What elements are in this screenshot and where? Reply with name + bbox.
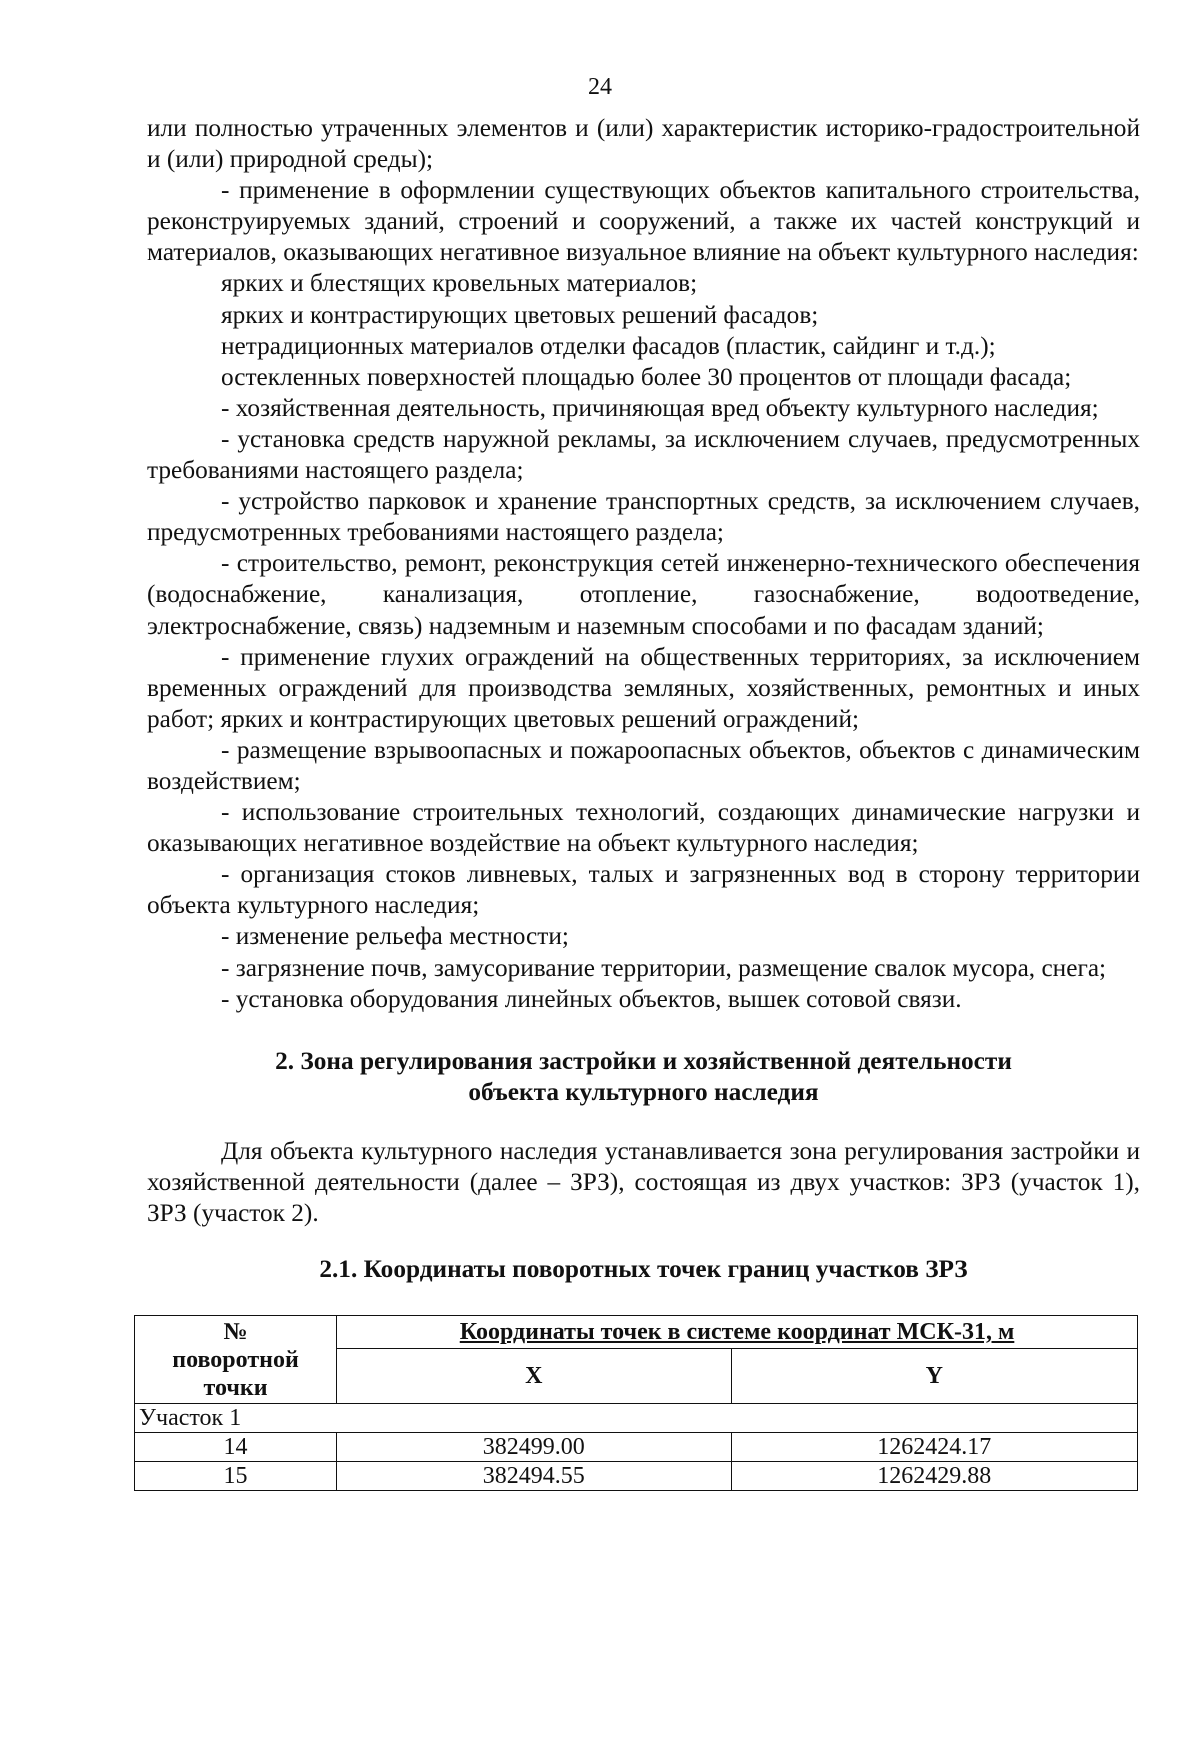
list-item-facade-colors: ярких и контрастирующих цветовых решений фасадов; [221,300,819,329]
list-item-glazed-surfaces: остекленных поверхностей площадью более 30 процентов от площади фасада; [221,362,1072,391]
paragraph-advertising: - установка средств наружной рекламы, за исключением случаев, предусмотренных требованиями настоящего раздела; [147,424,1140,485]
cell-y: 1262429.88 [731,1462,1137,1491]
cell-y: 1262424.17 [731,1433,1137,1462]
paragraph-linear-objects: - установка оборудования линейных объектов, вышек сотовой связи. [221,984,962,1013]
page-number: 24 [588,74,612,100]
section-label: Участок 1 [135,1404,1138,1433]
section-heading-line1: 2. Зона регулирования застройки и хозяйственной деятельности [275,1046,1012,1075]
paragraph-relief: - изменение рельефа местности; [221,922,569,951]
table-section-row [135,1404,1138,1433]
list-item-facade-finishing: нетрадиционных материалов отделки фасадов (пластик, сайдинг и т.д.); [221,331,996,360]
header-number-word1: поворотной [172,1346,299,1373]
list-item-roof-materials: ярких и блестящих кровельных материалов; [221,269,698,298]
paragraph-engineering-networks: - строительство, ремонт, реконструкция сетей инженерно-технического обеспечения (водоснабжение, канализация, отопление, газоснабжение, водоотведение, электроснабжение, связь) надземным и наземным способами и по фасадам зданий; [147,549,1140,640]
paragraph-construction-technologies: - использование строительных технологий, создающих динамические нагрузки и оказывающих негативное воздействие на объект культурного наследия; [147,798,1140,858]
header-y: Y [731,1349,1137,1404]
paragraph-drainage: - организация стоков ливневых, талых и загрязненных вод в сторону территории объекта культурного наследия; [147,860,1140,920]
spacer [147,1285,1140,1315]
paragraph-continuation: или полностью утраченных элементов и (или) характеристик историко-градостроительной и (или) природной среды); [147,114,1140,174]
subsection-heading: 2.1. Координаты поворотных точек границ участков ЗРЗ [319,1255,968,1283]
paragraph-facade-materials: - применение в оформлении существующих объектов капитального строительства, реконструируемых зданий, строений и сооружений, а также их частей конструкций и материалов, оказывающих негативное визуальное влияние на объект культурного наследия: [147,176,1140,267]
spacer [147,1015,1140,1046]
paragraph-fences: - применение глухих ограждений на общественных территориях, за исключением временных ограждений для производства земляных, хозяйственных, ремонтных и иных работ; ярких и контрастирующих цветовых решений ограждений; [147,642,1140,733]
header-point-number [135,1316,337,1404]
paragraph-zone-definition: Для объекта культурного наследия устанавливается зона регулирования застройки и хозяйственной деятельности (далее – ЗРЗ), состоящая из двух участков: ЗРЗ (участок 1), ЗРЗ (участок 2). [147,1136,1140,1227]
header-coordinates: Координаты точек в системе координат МСК-31, м [337,1316,1138,1349]
paragraph-pollution: - загрязнение почв, замусоривание территории, размещение свалок мусора, снега; [221,953,1107,982]
document-body [139,113,1140,1491]
paragraph-economic-activity: - хозяйственная деятельность, причиняющая вред объекту культурного наследия; [221,393,1099,422]
paragraph-parking: - устройство парковок и хранение транспортных средств, за исключением случаев, предусмотренных требованиями настоящего раздела; [147,487,1140,547]
header-number-word2: точки [203,1374,268,1401]
cell-x: 382499.00 [337,1433,731,1462]
spacer [147,1229,1140,1254]
section-heading-line2: объекта культурного наследия [468,1077,819,1106]
coordinates-table [134,1315,1138,1491]
header-x: X [337,1349,731,1404]
cell-point-number: 15 [135,1462,337,1491]
table-row [135,1433,1138,1462]
header-number-sign: № [223,1318,248,1345]
cell-x: 382494.55 [337,1462,731,1491]
table-row [135,1462,1138,1491]
cell-point-number: 14 [135,1433,337,1462]
table-header-row [135,1316,1138,1349]
spacer [147,1108,1140,1136]
paragraph-hazardous-objects: - размещение взрывоопасных и пожароопасных объектов, объектов с динамическим воздействием; [147,735,1140,795]
